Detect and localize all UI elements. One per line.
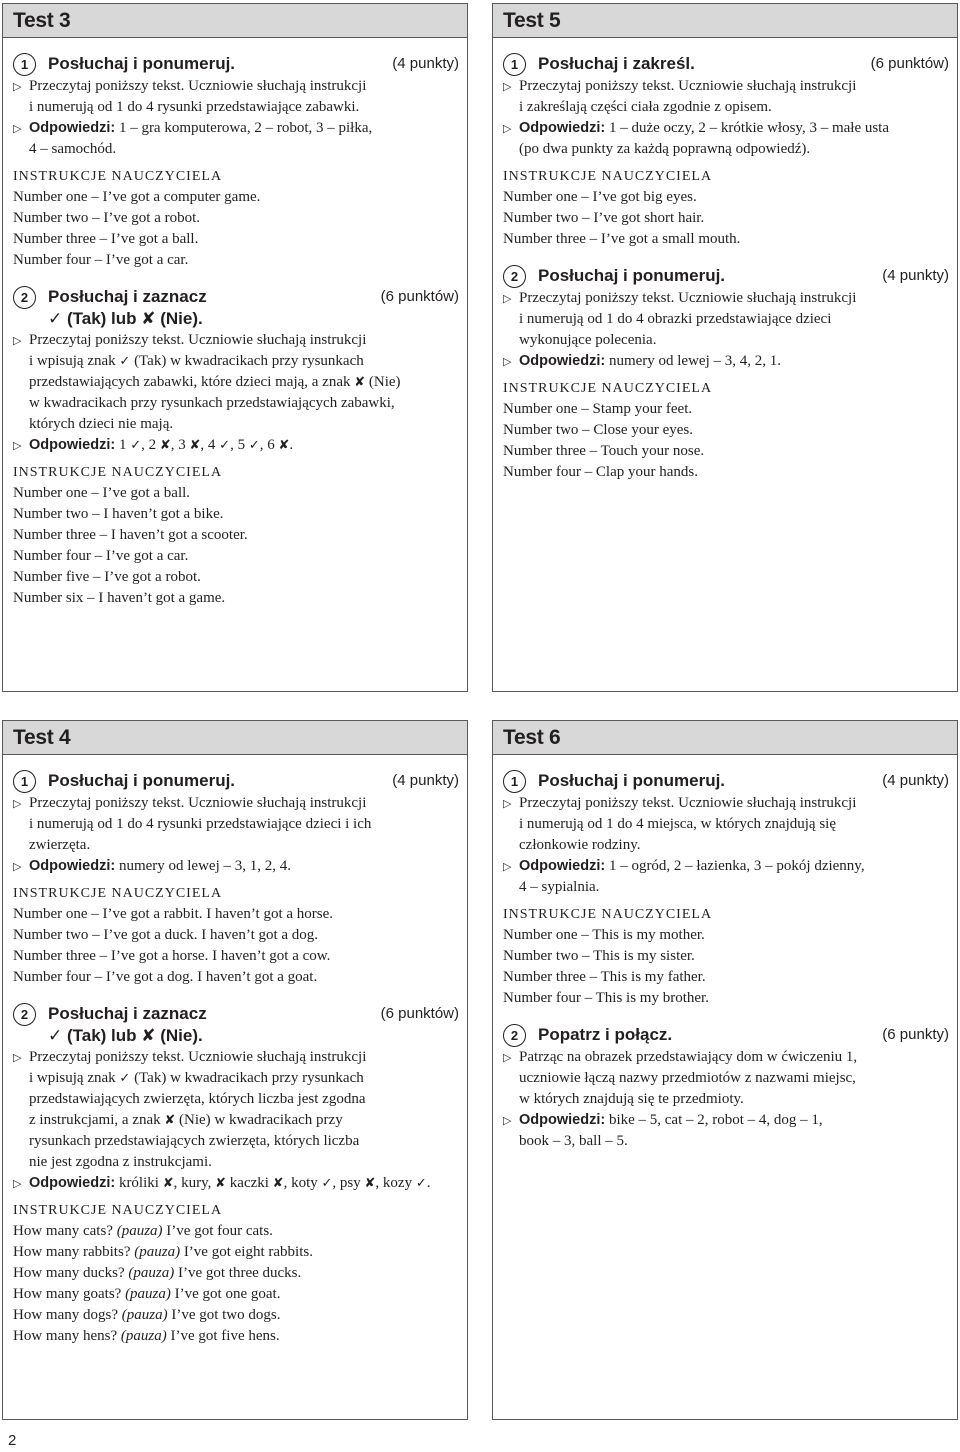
text-line	[503, 187, 949, 208]
task-points: (6 punktów)	[380, 288, 459, 305]
task-2	[503, 1024, 949, 1152]
text-segment: Number four – I’ve got a car.	[13, 548, 189, 564]
text-line	[13, 76, 459, 97]
task-1	[503, 53, 949, 250]
text-segment: członkowie rodziny.	[519, 837, 641, 853]
text-segment: 1 – gra komputerowa, 2 – robot, 3 – piłka,	[115, 120, 373, 136]
text-segment: (pauza)	[121, 1307, 168, 1323]
text-segment: w których znajdują się te przedmioty.	[519, 1091, 744, 1107]
task-title	[538, 1024, 882, 1046]
task-header	[13, 770, 459, 793]
answers-label: Odpowiedzi:	[519, 1112, 606, 1128]
answers-label: Odpowiedzi:	[29, 437, 116, 453]
text-segment: Number three – I’ve got a horse. I haven’t got a cow.	[13, 948, 331, 964]
text-segment: Patrząc na obrazek przedstawiający dom w ćwiczeniu 1,	[519, 1049, 858, 1065]
cross-mark-icon: ✘	[215, 1176, 227, 1191]
task-number-badge: 2	[503, 1024, 526, 1047]
text-segment: INSTRUKCJE NAUCZYCIELA	[13, 886, 223, 901]
text-segment: (Nie)	[365, 374, 401, 390]
text-segment: Number four – This is my brother.	[503, 990, 709, 1006]
task-points: (6 punktów)	[380, 1005, 459, 1022]
text-segment: INSTRUKCJE NAUCZYCIELA	[13, 169, 223, 184]
text-line	[503, 793, 949, 814]
text-segment: z instrukcjami, a znak	[29, 1112, 165, 1128]
panel-body	[493, 770, 957, 1152]
text-segment: , 6	[259, 437, 279, 453]
text-segment: i numerują od 1 do 4 rysunki przedstawiające zabawki.	[29, 99, 360, 115]
text-segment: Number two – I’ve got a robot.	[13, 210, 201, 226]
text-segment: Number one – I’ve got big eyes.	[503, 189, 697, 205]
text-line	[503, 856, 949, 877]
text-line	[13, 1110, 459, 1131]
task-2	[503, 265, 949, 483]
text-line	[13, 118, 459, 139]
text-line	[503, 139, 949, 160]
text-segment: i numerują od 1 do 4 miejsca, w których znajdują się	[519, 816, 836, 832]
text-segment: nie jest zgodna z instrukcjami.	[29, 1154, 212, 1170]
text-line	[503, 462, 949, 483]
text-line	[13, 525, 459, 546]
text-line	[13, 1089, 459, 1110]
text-line	[503, 351, 949, 372]
bullet-triangle-icon: ▷	[13, 1051, 22, 1064]
bullet-triangle-icon: ▷	[503, 1114, 512, 1127]
text-segment: (pauza)	[128, 1265, 175, 1281]
text-line	[13, 139, 459, 160]
text-segment: (pauza)	[134, 1244, 181, 1260]
bullet-triangle-icon: ▷	[13, 334, 22, 347]
text-segment: Number two – I haven’t got a bike.	[13, 506, 224, 522]
text-segment: (pauza)	[120, 1328, 167, 1344]
check-mark-icon: ✓	[415, 1176, 427, 1191]
text-segment: I’ve got five hens.	[166, 1328, 280, 1344]
panel-body	[3, 770, 467, 1347]
text-segment: How many dogs?	[13, 1307, 122, 1323]
text-line	[13, 1305, 459, 1326]
text-line	[13, 904, 459, 925]
text-line	[13, 1152, 459, 1173]
text-segment: , psy	[332, 1175, 365, 1191]
text-segment: (pauza)	[116, 1223, 163, 1239]
text-segment: uczniowie łączą nazwy przedmiotów z nazwami miejsc,	[519, 1070, 856, 1086]
task-header	[13, 1003, 459, 1047]
text-segment: INSTRUKCJE NAUCZYCIELA	[503, 381, 713, 396]
task-title-line: Posłuchaj i ponumeruj.	[538, 266, 726, 285]
text-segment: , kury,	[173, 1175, 216, 1191]
panel-test-3	[2, 3, 468, 692]
task-title-line-2: ✓ (Tak) lub ✘ (Nie).	[48, 1026, 203, 1045]
text-line	[13, 1221, 459, 1242]
task-number-badge: 2	[13, 286, 36, 309]
text-line	[503, 441, 949, 462]
text-line	[13, 588, 459, 609]
text-segment: .	[426, 1175, 431, 1191]
check-mark-icon: ✓	[219, 438, 231, 453]
task-points: (6 punkty)	[882, 1026, 949, 1043]
text-line	[13, 97, 459, 118]
text-line	[503, 118, 949, 139]
task-title	[538, 53, 871, 75]
text-segment: Przeczytaj poniższy tekst. Uczniowie słuchają instrukcji	[29, 332, 367, 348]
task-points: (6 punktów)	[870, 55, 949, 72]
task-1	[503, 770, 949, 1009]
text-segment: w kwadracikach przy rysunkach przedstawiających zabawki,	[29, 395, 395, 411]
text-segment: Przeczytaj poniższy tekst. Uczniowie słuchają instrukcji	[29, 78, 367, 94]
text-segment: (Tak) w kwadracikach przy rysunkach	[130, 353, 364, 369]
text-line	[13, 546, 459, 567]
text-segment: przedstawiających zwierzęta, których liczba jest zgodna	[29, 1091, 366, 1107]
text-line	[503, 97, 949, 118]
bullet-triangle-icon: ▷	[503, 1051, 512, 1064]
text-segment: , koty	[283, 1175, 322, 1191]
text-segment: Przeczytaj poniższy tekst. Uczniowie słuchają instrukcji	[29, 1049, 367, 1065]
task-points: (4 punkty)	[392, 772, 459, 789]
text-segment: bike – 5, cat – 2, robot – 4, dog – 1,	[605, 1112, 823, 1128]
text-segment: i numerują od 1 do 4 rysunki przedstawiające dzieci i ich	[29, 816, 372, 832]
task-title	[48, 770, 392, 792]
text-segment: króliki	[115, 1175, 163, 1191]
text-segment: Number four – I’ve got a dog. I haven’t got a goat.	[13, 969, 318, 985]
text-segment: Number four – Clap your hands.	[503, 464, 698, 480]
teacher-instructions-heading	[13, 1201, 459, 1221]
task-header	[13, 53, 459, 76]
text-line	[13, 414, 459, 435]
task-title-line: Popatrz i połącz.	[538, 1025, 673, 1044]
panel-body	[493, 53, 957, 483]
cross-mark-icon: ✘	[364, 1176, 376, 1191]
page-number: 2	[8, 1432, 17, 1449]
text-segment: Number two – This is my sister.	[503, 948, 695, 964]
cross-mark-icon: ✘	[159, 438, 171, 453]
text-segment: Number one – I’ve got a ball.	[13, 485, 191, 501]
text-line	[503, 877, 949, 898]
check-mark-icon: ✓	[130, 438, 142, 453]
test-title: Test 6	[493, 721, 957, 755]
teacher-instructions-heading	[13, 167, 459, 187]
text-segment: How many goats?	[13, 1286, 126, 1302]
cross-mark-icon: ✘	[164, 1113, 176, 1128]
text-segment: .	[289, 437, 294, 453]
text-line	[13, 835, 459, 856]
text-segment: 4 – samochód.	[29, 141, 117, 157]
task-header	[503, 1024, 949, 1047]
text-segment: (po dwa punkty za każdą poprawną odpowiedź).	[519, 141, 811, 157]
text-line	[13, 187, 459, 208]
task-number-badge: 2	[503, 265, 526, 288]
text-segment: kaczki	[226, 1175, 273, 1191]
text-segment: Number three – Touch your nose.	[503, 443, 705, 459]
text-segment: Przeczytaj poniższy tekst. Uczniowie słuchają instrukcji	[519, 795, 857, 811]
text-line	[13, 1242, 459, 1263]
panel-test-5	[492, 3, 958, 692]
text-segment: Number one – This is my mother.	[503, 927, 705, 943]
text-line	[13, 483, 459, 504]
task-title-line: Posłuchaj i ponumeruj.	[48, 771, 236, 790]
answers-label: Odpowiedzi:	[29, 858, 116, 874]
text-segment: 1	[115, 437, 131, 453]
text-line	[13, 567, 459, 588]
task-2	[13, 1003, 459, 1347]
cross-mark-icon: ✘	[162, 1176, 174, 1191]
task-title	[538, 770, 882, 792]
text-line	[503, 229, 949, 250]
text-segment: How many rabbits?	[13, 1244, 135, 1260]
bullet-triangle-icon: ▷	[13, 1177, 22, 1190]
task-header	[503, 53, 949, 76]
text-segment: 4 – sypialnia.	[519, 879, 600, 895]
text-line	[503, 420, 949, 441]
text-segment: Number three – I haven’t got a scooter.	[13, 527, 248, 543]
text-line	[13, 393, 459, 414]
text-segment: (pauza)	[125, 1286, 171, 1302]
task-1	[13, 770, 459, 988]
cross-mark-icon: ✘	[278, 438, 290, 453]
text-segment: numery od lewej – 3, 4, 2, 1.	[605, 353, 781, 369]
bullet-triangle-icon: ▷	[503, 797, 512, 810]
task-header	[503, 265, 949, 288]
text-segment: , 2	[141, 437, 160, 453]
text-line	[503, 1089, 949, 1110]
text-line	[503, 1047, 949, 1068]
text-segment: INSTRUKCJE NAUCZYCIELA	[503, 907, 713, 922]
cross-mark-icon: ✘	[272, 1176, 284, 1191]
teacher-instructions-heading	[503, 905, 949, 925]
bullet-triangle-icon: ▷	[503, 80, 512, 93]
text-line	[13, 435, 459, 456]
text-line	[13, 1068, 459, 1089]
bullet-triangle-icon: ▷	[13, 860, 22, 873]
task-number-badge: 1	[503, 53, 526, 76]
text-segment: INSTRUKCJE NAUCZYCIELA	[13, 465, 223, 480]
text-line	[503, 925, 949, 946]
panel-test-4	[2, 720, 468, 1420]
teacher-instructions-heading	[13, 463, 459, 483]
text-line	[13, 250, 459, 271]
bullet-triangle-icon: ▷	[503, 122, 512, 135]
text-segment: Number three – I’ve got a ball.	[13, 231, 199, 247]
text-segment: Number one – I’ve got a computer game.	[13, 189, 261, 205]
text-segment: I’ve got four cats.	[162, 1223, 273, 1239]
cross-mark-icon: ✘	[354, 375, 366, 390]
task-number-badge: 1	[13, 770, 36, 793]
task-points: (4 punkty)	[882, 772, 949, 789]
text-line	[13, 229, 459, 250]
answers-label: Odpowiedzi:	[519, 353, 606, 369]
task-header	[503, 770, 949, 793]
text-segment: numery od lewej – 3, 1, 2, 4.	[115, 858, 291, 874]
text-segment: 1 – duże oczy, 2 – krótkie włosy, 3 – małe usta	[605, 120, 890, 136]
task-header	[13, 286, 459, 330]
text-segment: Number three – This is my father.	[503, 969, 706, 985]
text-segment: Number six – I haven’t got a game.	[13, 590, 226, 606]
text-segment: , kozy	[375, 1175, 416, 1191]
text-line	[13, 351, 459, 372]
test-title: Test 4	[3, 721, 467, 755]
text-segment: Przeczytaj poniższy tekst. Uczniowie słuchają instrukcji	[29, 795, 367, 811]
text-line	[13, 504, 459, 525]
text-segment: przedstawiających zabawki, które dzieci mają, a znak	[29, 374, 355, 390]
task-title-line: Posłuchaj i zakreśl.	[538, 54, 695, 73]
answers-label: Odpowiedzi:	[519, 858, 606, 874]
task-points: (4 punkty)	[882, 267, 949, 284]
text-segment: Number five – I’ve got a robot.	[13, 569, 201, 585]
text-segment: , 4	[200, 437, 220, 453]
text-segment: , 5	[230, 437, 249, 453]
text-line	[503, 835, 949, 856]
text-segment: wykonujące polecenia.	[519, 332, 657, 348]
check-mark-icon: ✓	[321, 1176, 333, 1191]
text-segment: How many hens?	[13, 1328, 121, 1344]
bullet-triangle-icon: ▷	[503, 355, 512, 368]
text-line	[503, 399, 949, 420]
bullet-triangle-icon: ▷	[503, 292, 512, 305]
answers-label: Odpowiedzi:	[519, 120, 606, 136]
text-line	[503, 208, 949, 229]
text-segment: , 3	[170, 437, 190, 453]
text-line	[13, 1173, 459, 1194]
text-segment: i numerują od 1 do 4 obrazki przedstawiające dzieci	[519, 311, 832, 327]
text-line	[503, 330, 949, 351]
text-line	[503, 967, 949, 988]
text-segment: Number four – I’ve got a car.	[13, 252, 189, 268]
text-segment: Number three – I’ve got a small mouth.	[503, 231, 741, 247]
text-segment: Number one – Stamp your feet.	[503, 401, 693, 417]
bullet-triangle-icon: ▷	[503, 860, 512, 873]
text-segment: zwierzęta.	[29, 837, 91, 853]
text-segment: (Tak) w kwadracikach przy rysunkach	[130, 1070, 364, 1086]
text-segment: (Nie) w kwadracikach przy	[175, 1112, 343, 1128]
text-line	[503, 1068, 949, 1089]
text-line	[13, 925, 459, 946]
text-segment: INSTRUKCJE NAUCZYCIELA	[503, 169, 713, 184]
text-line	[13, 856, 459, 877]
task-title	[538, 265, 882, 287]
bullet-triangle-icon: ▷	[13, 439, 22, 452]
teacher-instructions-heading	[503, 167, 949, 187]
text-segment: Number two – Close your eyes.	[503, 422, 693, 438]
task-title	[48, 53, 392, 75]
text-segment: I’ve got three ducks.	[174, 1265, 302, 1281]
test-title: Test 3	[3, 4, 467, 38]
check-mark-icon: ✓	[119, 354, 131, 369]
text-line	[503, 1110, 949, 1131]
task-number-badge: 2	[13, 1003, 36, 1026]
task-title-line: Posłuchaj i ponumeruj.	[538, 771, 726, 790]
text-line	[503, 309, 949, 330]
text-segment: Przeczytaj poniższy tekst. Uczniowie słuchają instrukcji	[519, 78, 857, 94]
task-title-line: Posłuchaj i ponumeruj.	[48, 54, 236, 73]
text-line	[503, 988, 949, 1009]
text-line	[13, 793, 459, 814]
task-1	[13, 53, 459, 271]
text-segment: i wpisują znak	[29, 353, 120, 369]
answers-label: Odpowiedzi:	[29, 120, 116, 136]
text-line	[13, 208, 459, 229]
teacher-instructions-heading	[503, 379, 949, 399]
task-2	[13, 286, 459, 609]
check-mark-icon: ✓	[119, 1071, 131, 1086]
task-number-badge: 1	[13, 53, 36, 76]
task-title-line: Posłuchaj i zaznacz	[48, 287, 207, 306]
text-segment: How many ducks?	[13, 1265, 129, 1281]
text-segment: INSTRUKCJE NAUCZYCIELA	[13, 1203, 223, 1218]
cross-mark-icon: ✘	[189, 438, 201, 453]
task-points: (4 punkty)	[392, 55, 459, 72]
task-number-badge: 1	[503, 770, 526, 793]
text-segment: I’ve got two dogs.	[167, 1307, 281, 1323]
text-segment: Number two – I’ve got a duck. I haven’t got a dog.	[13, 927, 319, 943]
text-segment: i wpisują znak	[29, 1070, 120, 1086]
text-line	[503, 946, 949, 967]
task-title-line-2: ✓ (Tak) lub ✘ (Nie).	[48, 309, 203, 328]
check-mark-icon: ✓	[248, 438, 260, 453]
text-segment: 1 – ogród, 2 – łazienka, 3 – pokój dzienny,	[605, 858, 865, 874]
text-segment: rysunkach przedstawiających zwierzęta, których liczba	[29, 1133, 360, 1149]
task-title	[48, 1003, 381, 1047]
task-title-line: Posłuchaj i zaznacz	[48, 1004, 207, 1023]
text-segment: How many cats?	[13, 1223, 117, 1239]
text-line	[13, 967, 459, 988]
text-line	[503, 76, 949, 97]
text-line	[13, 1131, 459, 1152]
panel-test-6	[492, 720, 958, 1420]
panel-body	[3, 53, 467, 609]
text-segment: i zakreślają części ciała zgodnie z opisem.	[519, 99, 772, 115]
text-line	[13, 372, 459, 393]
text-segment: book – 3, ball – 5.	[519, 1133, 628, 1149]
text-segment: Number two – I’ve got short hair.	[503, 210, 705, 226]
bullet-triangle-icon: ▷	[13, 797, 22, 810]
task-title	[48, 286, 381, 330]
text-line	[13, 814, 459, 835]
test-title: Test 5	[493, 4, 957, 38]
bullet-triangle-icon: ▷	[13, 80, 22, 93]
text-line	[13, 1263, 459, 1284]
teacher-instructions-heading	[13, 884, 459, 904]
text-segment: I’ve got eight rabbits.	[180, 1244, 313, 1260]
text-line	[13, 1284, 459, 1305]
text-line	[13, 1047, 459, 1068]
text-segment: Przeczytaj poniższy tekst. Uczniowie słuchają instrukcji	[519, 290, 857, 306]
text-line	[503, 814, 949, 835]
text-segment: Number one – I’ve got a rabbit. I haven’t got a horse.	[13, 906, 334, 922]
text-segment: których dzieci nie mają.	[29, 416, 174, 432]
text-line	[503, 288, 949, 309]
text-line	[503, 1131, 949, 1152]
bullet-triangle-icon: ▷	[13, 122, 22, 135]
text-line	[13, 946, 459, 967]
text-line	[13, 1326, 459, 1347]
answers-label: Odpowiedzi:	[29, 1175, 116, 1191]
text-segment: I’ve got one goat.	[170, 1286, 281, 1302]
text-line	[13, 330, 459, 351]
